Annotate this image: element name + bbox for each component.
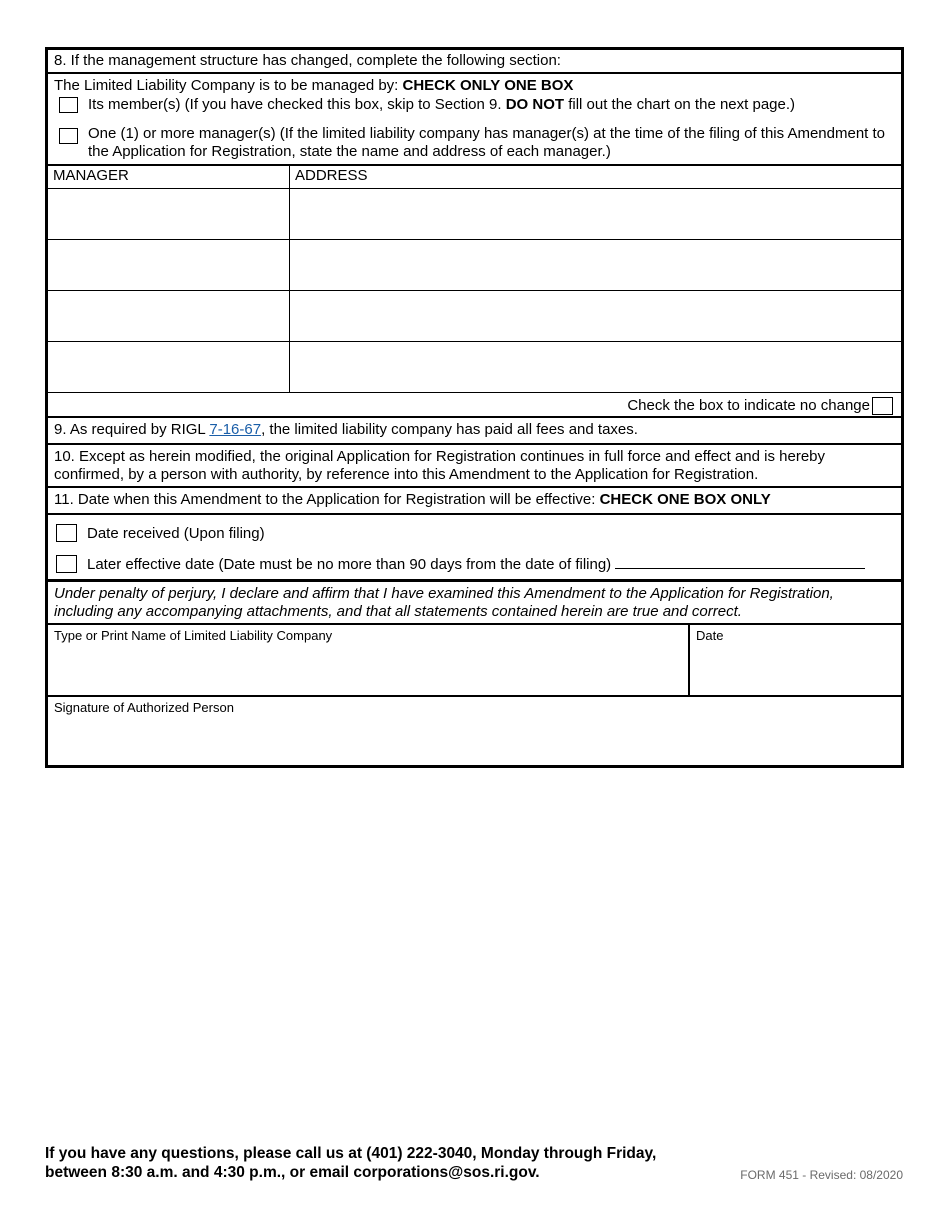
footer-line-2: between 8:30 a.m. and 4:30 p.m., or email corporations@sos.ri.gov.: [45, 1164, 540, 1181]
table-row: [48, 240, 901, 291]
no-change-label: Check the box to indicate no change: [627, 397, 870, 414]
management-options: [48, 74, 901, 166]
manager-table: [48, 166, 901, 393]
footer-line-1: If you have any questions, please call us at (401) 222-3040, Monday through Friday,: [45, 1145, 657, 1162]
manager-address-cell[interactable]: [290, 189, 902, 240]
section-8-heading: 8. If the management structure has changed, complete the following section:: [48, 50, 901, 74]
option-members: [54, 96, 895, 114]
company-name-field[interactable]: [48, 625, 690, 695]
signature-field[interactable]: [48, 697, 901, 765]
signature-label: Signature of Authorized Person: [54, 700, 234, 715]
option-managers: [54, 125, 895, 161]
later-date-checkbox[interactable]: [56, 555, 77, 573]
members-checkbox[interactable]: [59, 97, 78, 113]
amendment-form: [45, 47, 904, 768]
manager-name-cell[interactable]: [48, 291, 290, 342]
manager-name-cell[interactable]: [48, 189, 290, 240]
manager-address-cell[interactable]: [290, 240, 902, 291]
option-members-label: Its member(s) (If you have checked this box, skip to Section 9. DO NOT fill out the chart on the next page.): [88, 96, 796, 113]
manager-address-cell[interactable]: [290, 291, 902, 342]
date-received-label: Date received (Upon filing): [87, 524, 265, 542]
contact-footer: [45, 1144, 656, 1182]
date-received-checkbox[interactable]: [56, 524, 77, 542]
manager-name-cell[interactable]: [48, 342, 290, 393]
managed-by-label: The Limited Liability Company is to be managed by: CHECK ONLY ONE BOX: [54, 77, 574, 94]
effective-date-options: [48, 515, 901, 582]
table-row: [48, 189, 901, 240]
section-9: 9. As required by RIGL 7-16-67, the limited liability company has paid all fees and taxes.: [48, 418, 901, 445]
date-label: Date: [696, 628, 724, 643]
company-name-label: Type or Print Name of Limited Liability Company: [54, 628, 333, 643]
company-date-row: [48, 625, 901, 697]
manager-address-cell[interactable]: [290, 342, 902, 393]
later-date-blank[interactable]: [615, 554, 865, 569]
table-row: [48, 342, 901, 393]
no-change-row: [48, 393, 901, 418]
manager-table-header: [48, 166, 901, 189]
manager-column-header: MANAGER: [48, 166, 290, 189]
section-11-heading: 11. Date when this Amendment to the Application for Registration will be effective: CHECK ONE BOX ONLY: [48, 488, 901, 515]
later-date-label: Later effective date (Date must be no more than 90 days from the date of filing): [87, 554, 895, 573]
date-field[interactable]: [690, 625, 901, 695]
option-later-date: [56, 554, 895, 573]
option-date-received: [56, 524, 895, 542]
perjury-statement: Under penalty of perjury, I declare and affirm that I have examined this Amendment to the Application for Registration, including any accompanying attachments, and that all statements contained herein are true and correct.: [48, 582, 901, 625]
rigl-link[interactable]: 7-16-67: [209, 421, 262, 438]
manager-name-cell[interactable]: [48, 240, 290, 291]
no-change-checkbox[interactable]: [872, 397, 893, 415]
section-10: 10. Except as herein modified, the original Application for Registration continues in full force and effect and is hereby confirmed, by a person with authority, by reference into this Amendment to the Application for Registration.: [48, 445, 901, 488]
form-id: FORM 451 - Revised: 08/2020: [740, 1168, 903, 1182]
option-managers-label: One (1) or more manager(s) (If the limited liability company has manager(s) at the time of the filing of this Amendment to the Application for Registration, state the name and address of each manager.): [88, 125, 886, 160]
table-row: [48, 291, 901, 342]
managers-checkbox[interactable]: [59, 128, 78, 144]
address-column-header: ADDRESS: [290, 166, 902, 189]
